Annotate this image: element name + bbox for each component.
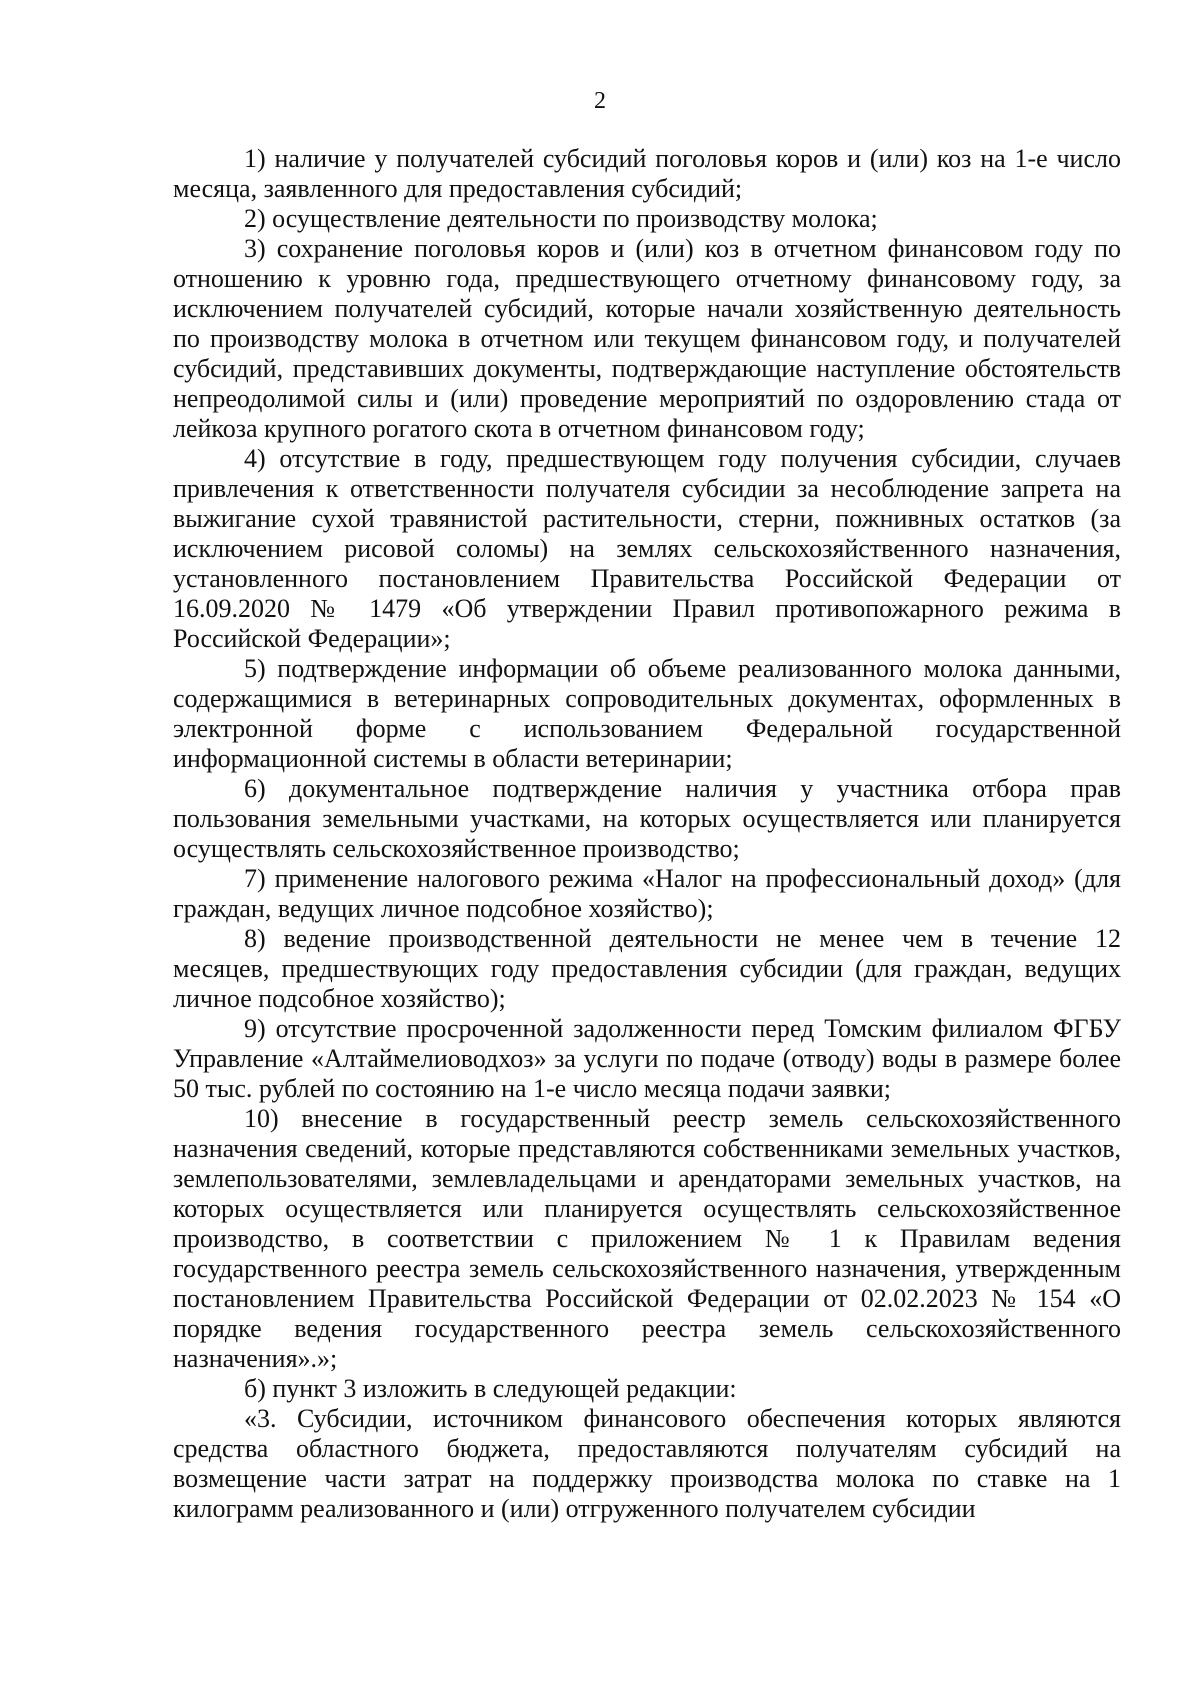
paragraph-point-3: «3. Субсидии, источником финансового обеспечения которых являются средства областного бюджета, предоставляются получателям субсидий на возмещение части затрат на поддержку производства молока по ставке на 1 килограмм реализованного и (или) отгруженного получателем субсидии	[173, 1404, 1121, 1523]
paragraph-item-9: 9) отсутствие просроченной задолженности перед Томским филиалом ФГБУ Управление «Алтаймелиоводхоз» за услуги по подаче (отводу) воды в размере более 50 тыс. рублей по состоянию на 1-е число месяца подачи заявки;	[173, 1014, 1121, 1103]
paragraph-subitem-b: б) пункт 3 изложить в следующей редакции:	[244, 1374, 737, 1403]
paragraph-item-1: 1) наличие у получателей субсидий поголовья коров и (или) коз на 1-е число месяца, заявленного для предоставления субсидий;	[173, 144, 1121, 203]
page-number: 2	[594, 88, 606, 114]
paragraph-item-4: 4) отсутствие в году, предшествующем году получения субсидии, случаев привлечения к ответственности получателя субсидии за несоблюдение запрета на выжигание сухой травянистой растительности, стерни, пожнивных остатков (за исключением рисовой соломы) на землях сельскохозяйственного назначения, установленного постановлением Правительства Российской Федерации от 16.09.2020 № 1479 «Об утверждении Правил противопожарного режима в Российской Федерации»;	[173, 444, 1121, 653]
paragraph-item-8: 8) ведение производственной деятельности не менее чем в течение 12 месяцев, предшествующих году предоставления субсидии (для граждан, ведущих личное подсобное хозяйство);	[173, 924, 1121, 1013]
paragraph-item-5: 5) подтверждение информации об объеме реализованного молока данными, содержащимися в ветеринарных сопроводительных документах, оформленных в электронной форме с использованием Федеральной государственной информационной системы в области ветеринарии;	[173, 654, 1121, 773]
paragraph-item-10: 10) внесение в государственный реестр земель сельскохозяйственного назначения сведений, которые представляются собственниками земельных участков, землепользователями, землевладельцами и арендаторами земельных участков, на которых осуществляется или планируется осуществлять сельскохозяйственное производство, в соответствии с приложением № 1 к Правилам ведения государственного реестра земель сельскохозяйственного назначения, утвержденным постановлением Правительства Российской Федерации от 02.02.2023 № 154 «О порядке ведения государственного реестра земель сельскохозяйственного назначения».»;	[173, 1104, 1121, 1373]
paragraph-item-2: 2) осуществление деятельности по производству молока;	[244, 204, 878, 233]
paragraph-item-7: 7) применение налогового режима «Налог на профессиональный доход» (для граждан, ведущих личное подсобное хозяйство);	[173, 864, 1121, 923]
paragraph-item-6: 6) документальное подтверждение наличия у участника отбора прав пользования земельными участками, на которых осуществляется или планируется осуществлять сельскохозяйственное производство;	[173, 774, 1121, 863]
document-body	[173, 144, 1121, 1524]
paragraph-item-3: 3) сохранение поголовья коров и (или) коз в отчетном финансовом году по отношению к уровню года, предшествующего отчетному финансовому году, за исключением получателей субсидий, которые начали хозяйственную деятельность по производству молока в отчетном или текущем финансовом году, и получателей субсидий, представивших документы, подтверждающие наступление обстоятельств непреодолимой силы и (или) проведение мероприятий по оздоровлению стада от лейкоза крупного рогатого скота в отчетном финансовом году;	[173, 234, 1121, 443]
